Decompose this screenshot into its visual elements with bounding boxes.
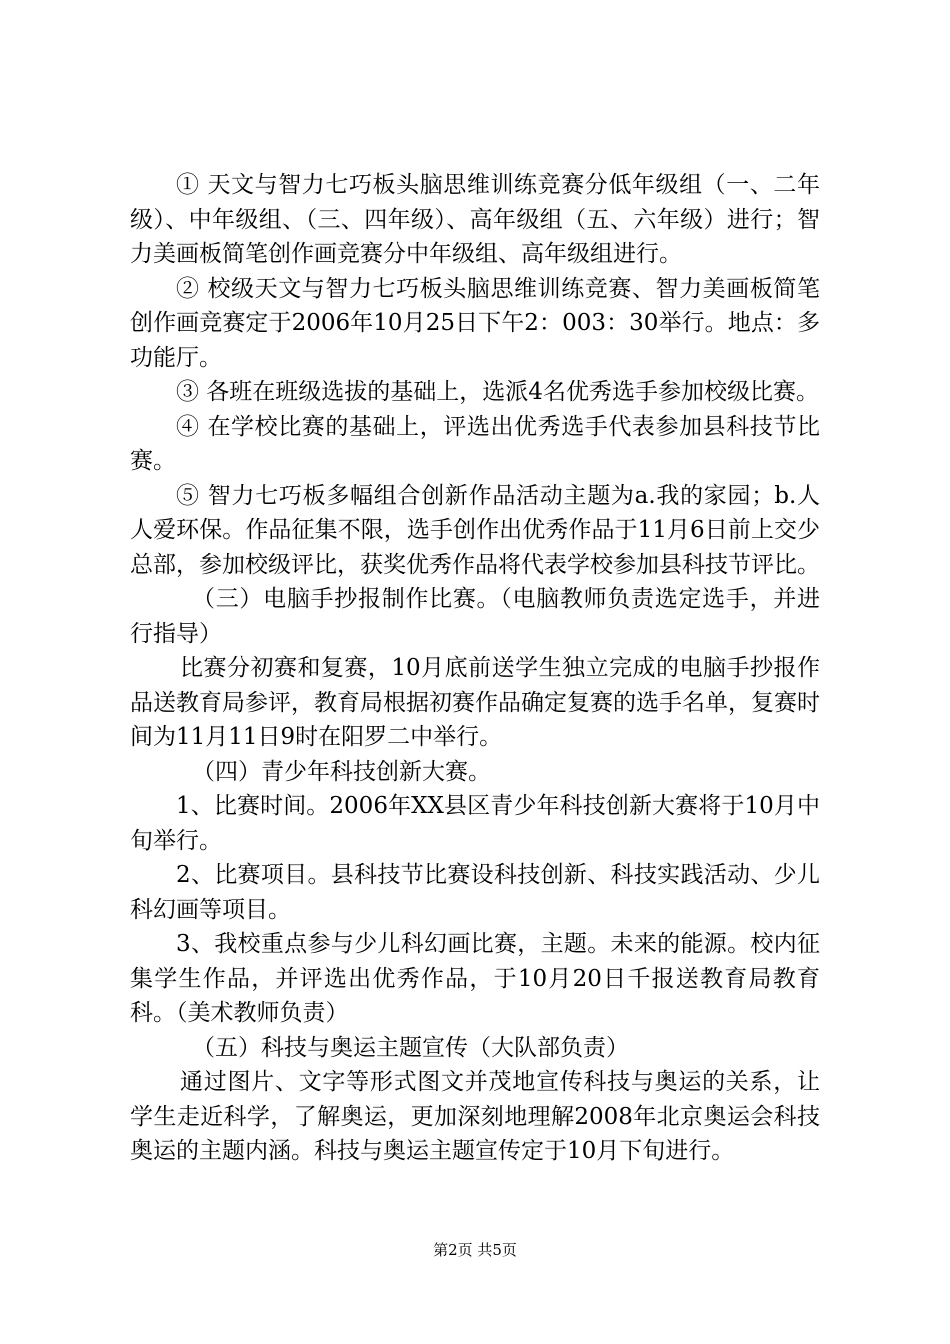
paragraph-item-9: 3、我校重点参与少儿科幻画比赛，主题。未来的能源。校内征集学生作品，并评选出优秀作品，于10月20日千报送教育局教育科。（美术教师负责） [130, 931, 820, 1026]
section-heading-4: （四）青少年科技创新大赛。 [192, 758, 491, 785]
paragraph-item-3: ③ 各班在班级选拔的基础上，选派4名优秀选手参加校级比赛。 [176, 379, 819, 405]
paragraph-item-4: ④ 在学校比赛的基础上，评选出优秀选手代表参加县科技节比赛。 [130, 413, 820, 474]
paragraph-item-1: ① 天文与智力七巧板头脑思维训练竞赛分低年级组（一、二年级）、中年级组、（三、四年级）、高年级组（五、六年级）进行；智力美画板简笔创作画竞赛分中年级组、高年级组进行。 [130, 172, 820, 267]
page-number-footer: 第2页 共5页 [433, 1241, 517, 1259]
paragraph-item-10: 通过图片、文字等形式图文并茂地宣传科技与奥运的关系，让学生走近科学，了解奥运，更加深刻地理解2008年北京奥运会科技奥运的主题内涵。科技与奥运主题宣传定于10月下旬进行。 [130, 1069, 820, 1164]
document-body [130, 168, 820, 1169]
paragraph-item-6: 比赛分初赛和复赛，10月底前送学生独立完成的电脑手抄报作品送教育局参评，教育局根据初赛作品确定复赛的选手名单，复赛时间为11月11日9时在阳罗二中举行。 [130, 655, 820, 750]
section-heading-5: （五）科技与奥运主题宣传（大队部负责） [192, 1034, 629, 1061]
paragraph-item-7: 1、比赛时间。2006年XX县区青少年科技创新大赛将于10月中旬举行。 [130, 793, 820, 854]
paragraph-item-5: ⑤ 智力七巧板多幅组合创新作品活动主题为a.我的家园；b.人人爱环保。作品征集不限，选手创作出优秀作品于11月6日前上交少总部，参加校级评比，获奖优秀作品将代表学校参加县科技节评比。 [130, 482, 820, 578]
paragraph-item-8: 2、比赛项目。县科技节比赛设科技创新、科技实践活动、少儿科幻画等项目。 [130, 862, 820, 923]
section-heading-3: （三）电脑手抄报制作比赛。（电脑教师负责选定选手，并进行指导） [130, 586, 820, 647]
paragraph-item-2: ② 校级天文与智力七巧板头脑思维训练竞赛、智力美画板简笔创作画竞赛定于2006年10月25日下午2：003：30举行。地点：多功能厅。 [130, 275, 820, 371]
